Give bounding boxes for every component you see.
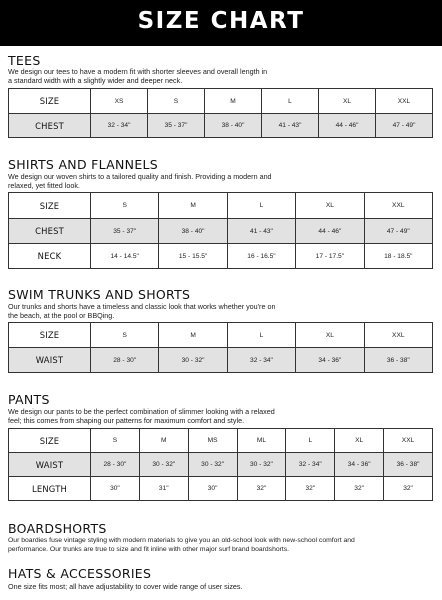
table-cell: 38 - 40" <box>205 114 262 138</box>
table-cell: M <box>139 429 188 453</box>
pants-description <box>8 408 275 426</box>
table-row <box>9 429 433 453</box>
boardshorts-description <box>8 537 355 555</box>
table-cell: 32" <box>237 477 286 501</box>
table-row <box>9 453 433 477</box>
table-row <box>9 193 433 219</box>
table-cell: 30" <box>188 477 237 501</box>
table-cell: 30 - 32" <box>139 453 188 477</box>
table-cell: 28 - 30" <box>91 453 140 477</box>
pants-title: PANTS <box>8 392 50 407</box>
table-cell: L <box>227 193 295 219</box>
table-cell: 47 - 49" <box>376 114 433 138</box>
table-cell: 14 - 14.5" <box>91 244 159 269</box>
table-cell: 30" <box>91 477 140 501</box>
boardshorts-description-line-1: Our boardies fuse vintage styling with modern materials to give you an old-school look with new-school comfort and <box>8 537 355 544</box>
table-cell: S <box>148 89 205 114</box>
table-cell: L <box>286 429 335 453</box>
tees-description <box>8 68 267 86</box>
table-cell: 41 - 43" <box>227 219 295 244</box>
table-cell: L <box>227 323 295 348</box>
tees-description-line-2: a standard width with a slightly wider and deeper neck. <box>8 75 183 85</box>
hats-title: HATS & ACCESSORIES <box>8 566 152 581</box>
table-row <box>9 89 433 114</box>
table-cell: 35 - 37" <box>148 114 205 138</box>
table-cell: XL <box>319 89 376 114</box>
tees-title: TEES <box>8 53 41 68</box>
table-cell: 17 - 17.5" <box>296 244 364 269</box>
row-label: WAIST <box>9 348 91 373</box>
table-cell: 30 - 32" <box>237 453 286 477</box>
table-cell: XXL <box>384 429 433 453</box>
shirts-description <box>8 173 272 191</box>
swim-title: SWIM TRUNKS AND SHORTS <box>8 287 191 302</box>
table-cell: 32 - 34" <box>91 114 148 138</box>
row-label: SIZE <box>9 193 91 219</box>
table-cell: XL <box>335 429 384 453</box>
table-cell: 32" <box>335 477 384 501</box>
table-row <box>9 323 433 348</box>
table-cell: XXL <box>364 193 432 219</box>
pants-description-line-2: feel; this comes from shaping our patterns for maximum comfort and style. <box>8 415 245 425</box>
hats-description-line-1: One size fits most; all have adjustability to cover wide range of user sizes. <box>8 582 243 591</box>
table-cell: 44 - 46" <box>319 114 376 138</box>
table-cell: 32" <box>384 477 433 501</box>
table-cell: 28 - 30" <box>91 348 159 373</box>
table-cell: M <box>159 323 227 348</box>
table-cell: 41 - 43" <box>262 114 319 138</box>
row-label: SIZE <box>9 429 91 453</box>
shirts-size-table <box>8 192 433 269</box>
row-label: NECK <box>9 244 91 269</box>
table-cell: XXL <box>364 323 432 348</box>
table-cell: 47 - 49" <box>364 219 432 244</box>
table-cell: 34 - 36" <box>335 453 384 477</box>
table-cell: S <box>91 193 159 219</box>
table-cell: XXL <box>376 89 433 114</box>
pants-size-table <box>8 428 433 501</box>
boardshorts-description-line-2: performance. Our trunks are true to size and fit inline with other major surf brand boardshorts. <box>8 545 290 553</box>
shirts-description-line-1: We design our woven shirts to a tailored quality and finish. Providing a modern and <box>8 172 272 181</box>
table-cell: MS <box>188 429 237 453</box>
table-cell: 32 - 34" <box>286 453 335 477</box>
table-cell: 32 - 34" <box>227 348 295 373</box>
table-row <box>9 219 433 244</box>
table-row <box>9 114 433 138</box>
row-label: CHEST <box>9 219 91 244</box>
row-label: WAIST <box>9 453 91 477</box>
table-cell: M <box>205 89 262 114</box>
table-cell: XS <box>91 89 148 114</box>
page-title: SIZE CHART <box>137 8 305 34</box>
swim-size-table <box>8 322 433 373</box>
table-cell: M <box>159 193 227 219</box>
table-cell: 36 - 38" <box>384 453 433 477</box>
table-cell: 35 - 37" <box>91 219 159 244</box>
table-cell: 18 - 18.5" <box>364 244 432 269</box>
tees-size-table <box>8 88 433 138</box>
pants-description-line-1: We design our pants to be the perfect combination of slimmer looking with a relaxed <box>8 407 275 416</box>
table-cell: 44 - 46" <box>296 219 364 244</box>
table-cell: 16 - 16.5" <box>227 244 295 269</box>
table-cell: 32" <box>286 477 335 501</box>
hats-description <box>8 583 243 592</box>
table-cell: XL <box>296 323 364 348</box>
row-label: SIZE <box>9 323 91 348</box>
tees-description-line-1: We design our tees to have a modern fit with shorter sleeves and overall length in <box>8 67 268 76</box>
row-label: SIZE <box>9 89 91 114</box>
table-cell: S <box>91 429 140 453</box>
table-row <box>9 244 433 269</box>
shirts-description-line-2: relaxed, yet fitted look. <box>8 180 80 190</box>
shirts-title: SHIRTS AND FLANNELS <box>8 157 159 172</box>
swim-description-line-2: the beach, at the pool or BBQing. <box>8 310 115 320</box>
boardshorts-title: BOARDSHORTS <box>8 521 107 536</box>
header-banner <box>0 0 442 46</box>
table-cell: 38 - 40" <box>159 219 227 244</box>
table-cell: 30 - 32" <box>159 348 227 373</box>
table-cell: XL <box>296 193 364 219</box>
swim-description-line-1: Our trunks and shorts have a timeless and classic look that works whether you're on <box>8 302 276 311</box>
table-cell: 15 - 15.5" <box>159 244 227 269</box>
table-row <box>9 348 433 373</box>
table-row <box>9 477 433 501</box>
row-label: CHEST <box>9 114 91 138</box>
table-cell: 30 - 32" <box>188 453 237 477</box>
table-cell: 36 - 38" <box>364 348 432 373</box>
swim-description <box>8 303 275 321</box>
table-cell: ML <box>237 429 286 453</box>
table-cell: 31" <box>139 477 188 501</box>
table-cell: 34 - 36" <box>296 348 364 373</box>
table-cell: L <box>262 89 319 114</box>
table-cell: S <box>91 323 159 348</box>
row-label: LENGTH <box>9 477 91 501</box>
